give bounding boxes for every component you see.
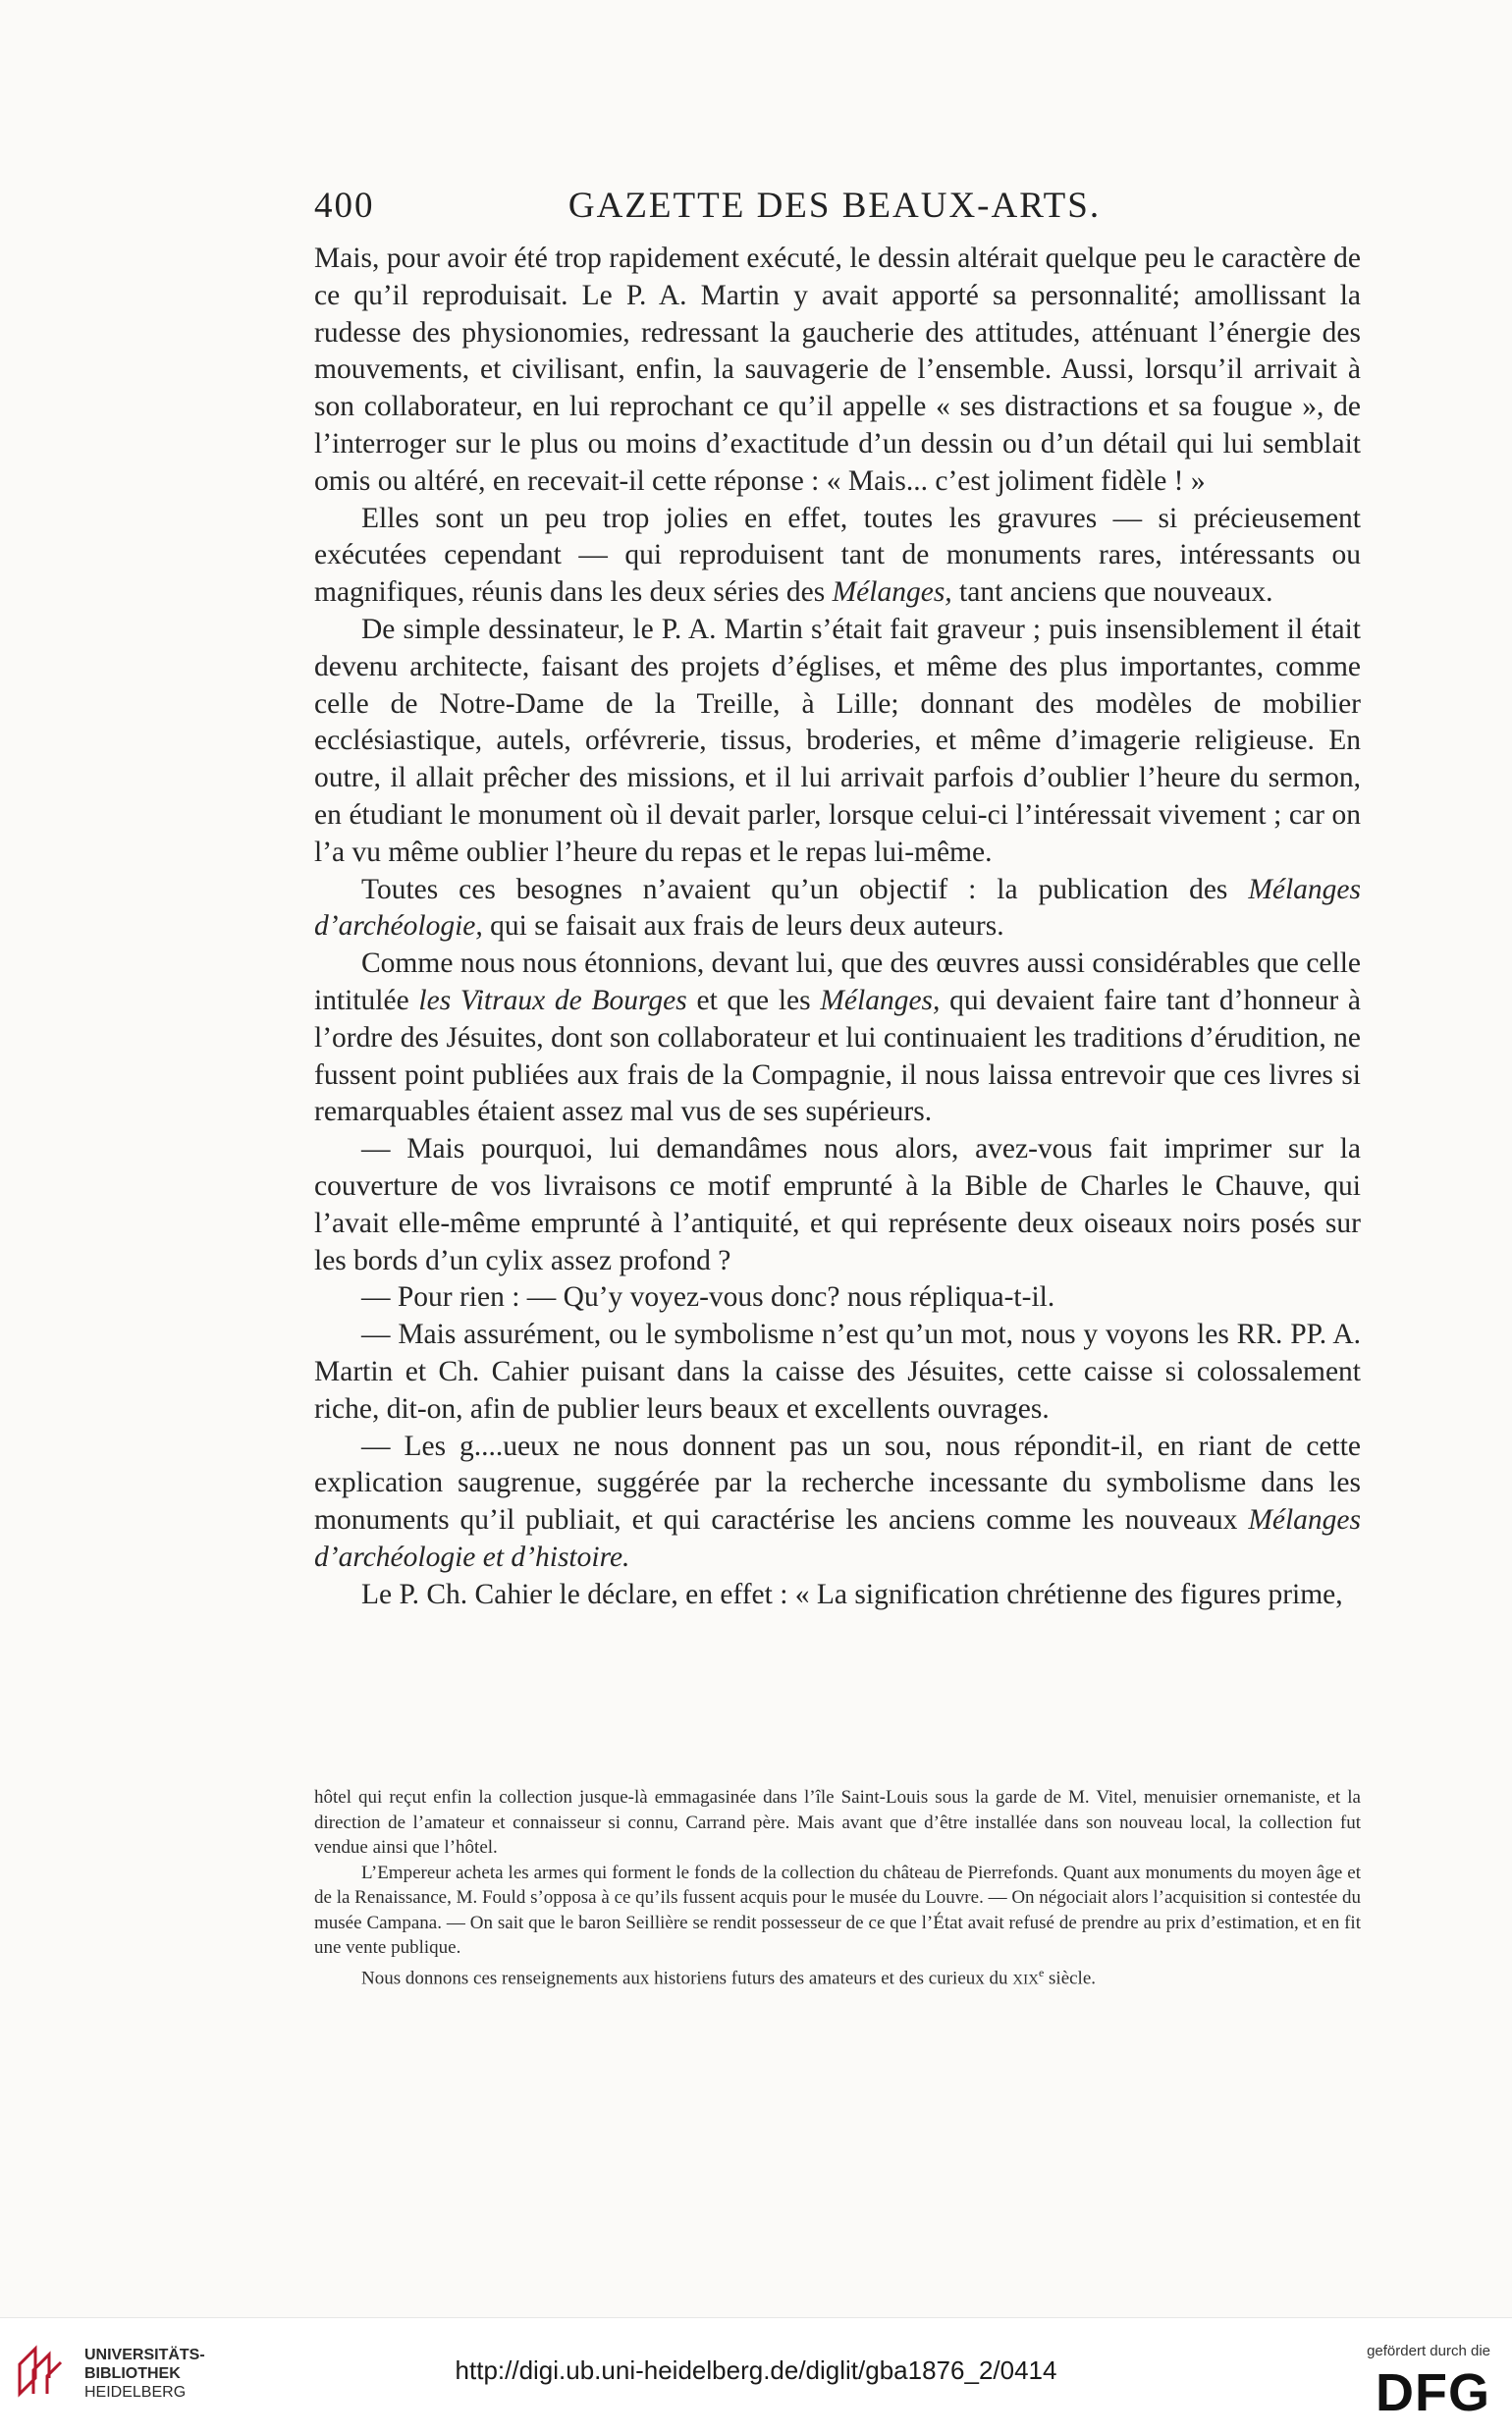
library-name-line: HEIDELBERG: [84, 2384, 187, 2401]
superscript: e: [1038, 1965, 1045, 1979]
text-run: qui se faisait aux frais de leurs deux auteurs.: [482, 910, 1004, 943]
main-text: [314, 241, 1361, 1613]
text-run: qui devaient faire tant d’honneur à l’ordre des Jésuites, dont son collaborateur et lui continuaient les traditions d’érudition, ne fussent point publiées aux frais de la Compagnie, il nous laissa entrevoir que ces livres si remarquables étaient assez mal vus de ses supérieurs.: [314, 984, 1361, 1128]
permalink-url[interactable]: http://digi.ub.uni-heidelberg.de/diglit/gba1876_2/0414: [455, 2355, 1057, 2385]
paragraph-10: Le P. Ch. Cahier le déclare, en effet : « La signification chrétienne des figures prime,: [361, 1578, 1343, 1610]
text-run: Elles sont un peu trop jolies en effet, toutes les gravures — si précieusement exécutées cependant — qui reproduisent tant de monuments rares, intéressants ou magnifiques, réunis dans les deux séries des: [314, 502, 1361, 609]
dfg-logo[interactable]: DFG: [1376, 2363, 1490, 2422]
text-run: siècle.: [1044, 1967, 1097, 1988]
footnote-1: hôtel qui reçut enfin la collection jusque-là emmagasinée dans l’île Saint-Louis sous la garde de M. Vitel, menuisier ornemaniste, et la direction de l’amateur et connaisseur si connu, Carrand père. Mais avant que d’être installée dans son nouveau local, la collection fut vendue ainsi que l’hôtel.: [314, 1787, 1361, 1858]
text-run: Nous donnons ces renseignements aux historiens futurs des amateurs et des curieux du: [361, 1967, 1013, 1988]
paragraph-1: Mais, pour avoir été trop rapidement exécuté, le dessin altérait quelque peu le caractère de ce qu’il reproduisait. Le P. A. Martin y avait apporté sa personnalité; amollissant la rudesse des physionomies, redressant la gaucherie des attitudes, atténuant l’énergie des mouvements, et civilisant, enfin, la sauvagerie de l’ensemble. Aussi, lorsqu’il arrivait à son collaborateur, en lui reprochant ce qu’il appelle « ses distractions et sa fougue », de l’interroger sur le plus ou moins d’exactitude d’un dessin ou d’un détail qui lui semblait omis ou altéré, en recevait-il cette réponse : « Mais... c’est joliment fidèle ! »: [314, 243, 1361, 497]
library-name-line: UNIVERSITÄTS-: [84, 2347, 205, 2363]
paragraph-4: [314, 872, 1361, 947]
italic-title: les Vitraux de Bourges: [418, 984, 687, 1016]
text-run: — Les g....ueux ne nous donnent pas un sou, nous répondit-il, en riant de cette explication saugrenue, suggérée par la recherche incessante du symbolisme dans les monuments qu’il publiait, et qui caractérise les anciens comme les nouveaux: [314, 1430, 1361, 1537]
century-numeral: XIX: [1012, 1971, 1039, 1987]
italic-title: Mélanges,: [820, 984, 941, 1016]
paragraph-8: — Mais assurément, ou le symbolisme n’est qu’un mot, nous y voyons les RR. PP. A. Martin et Ch. Cahier puisant dans la caisse des Jésuites, cette caisse si colossalement riche, dit-on, afin de publier leurs beaux et excellents ouvrages.: [314, 1319, 1361, 1425]
italic-title: Mélanges d’archéologie,: [314, 873, 1361, 943]
italic-title: Mélanges,: [832, 576, 952, 609]
paragraph-2: [314, 501, 1361, 612]
text-run: Toutes ces besognes n’avaient qu’un objectif : la publication des: [361, 873, 1249, 905]
italic-title: Mélanges d’archéologie et d’histoire.: [314, 1504, 1361, 1573]
text-run: tant anciens que nouveaux.: [951, 576, 1273, 609]
paragraph-7: — Pour rien : — Qu’y voyez-vous donc? nous répliqua-t-il.: [361, 1281, 1055, 1314]
footnote-3: [314, 1961, 1361, 1993]
paragraph-3: De simple dessinateur, le P. A. Martin s’était fait graveur ; puis insensiblement il était devenu architecte, faisant des projets d’églises, et même des plus importantes, comme celle de Notre-Dame de la Treille, à Lille; donnant des modèles de mobilier ecclésiastique, autels, orfévrerie, tissus, broderies, et même d’imagerie religieuse. En outre, il allait prêcher des missions, et il lui arrivait parfois d’oublier l’heure du sermon, en étudiant le monument où il devait parler, lorsque celui-ci l’intéressait vivement ; car on l’a vu même oublier l’heure du repas et le repas lui-même.: [314, 613, 1361, 868]
paragraph-9: [314, 1429, 1361, 1577]
paragraph-5: [314, 946, 1361, 1131]
running-head: [314, 185, 1355, 244]
running-title: GAZETTE DES BEAUX-ARTS.: [567, 186, 1102, 226]
library-name-line: BIBLIOTHEK: [84, 2365, 181, 2382]
paragraph-6: — Mais pourquoi, lui demandâmes nous alors, avez-vous fait imprimer sur la couverture de vos livraisons ce motif emprunté à la Bible de Charles le Chauve, qui l’avait elle-même emprunté à l’antiquité, et qui représente deux oiseaux noirs posés sur les bords d’un cylix assez profond ?: [314, 1133, 1361, 1276]
text-run: et que les: [686, 984, 821, 1016]
text-run: Comme nous nous étonnions, devant lui, que des œuvres aussi considérables que celle intitulée: [314, 947, 1361, 1016]
footnote-2: L’Empereur acheta les armes qui forment le fonds de la collection du château de Pierrefonds. Quant aux monuments du moyen âge et de la Renaissance, M. Fould s’opposa à ce qu’ils fussent acquis pour le musée du Louvre. — On négociait alors l’acquisition si contestée du musée Campana. — On sait que le baron Seillière se rendit possesseur de ce que l’État avait refusé de prendre au prix d’estimation, et en fit une vente publique.: [314, 1862, 1361, 1958]
footnotes: [314, 1785, 1361, 1992]
funding-label: gefördert durch die: [1367, 2343, 1490, 2359]
page-number: 400: [314, 186, 375, 226]
